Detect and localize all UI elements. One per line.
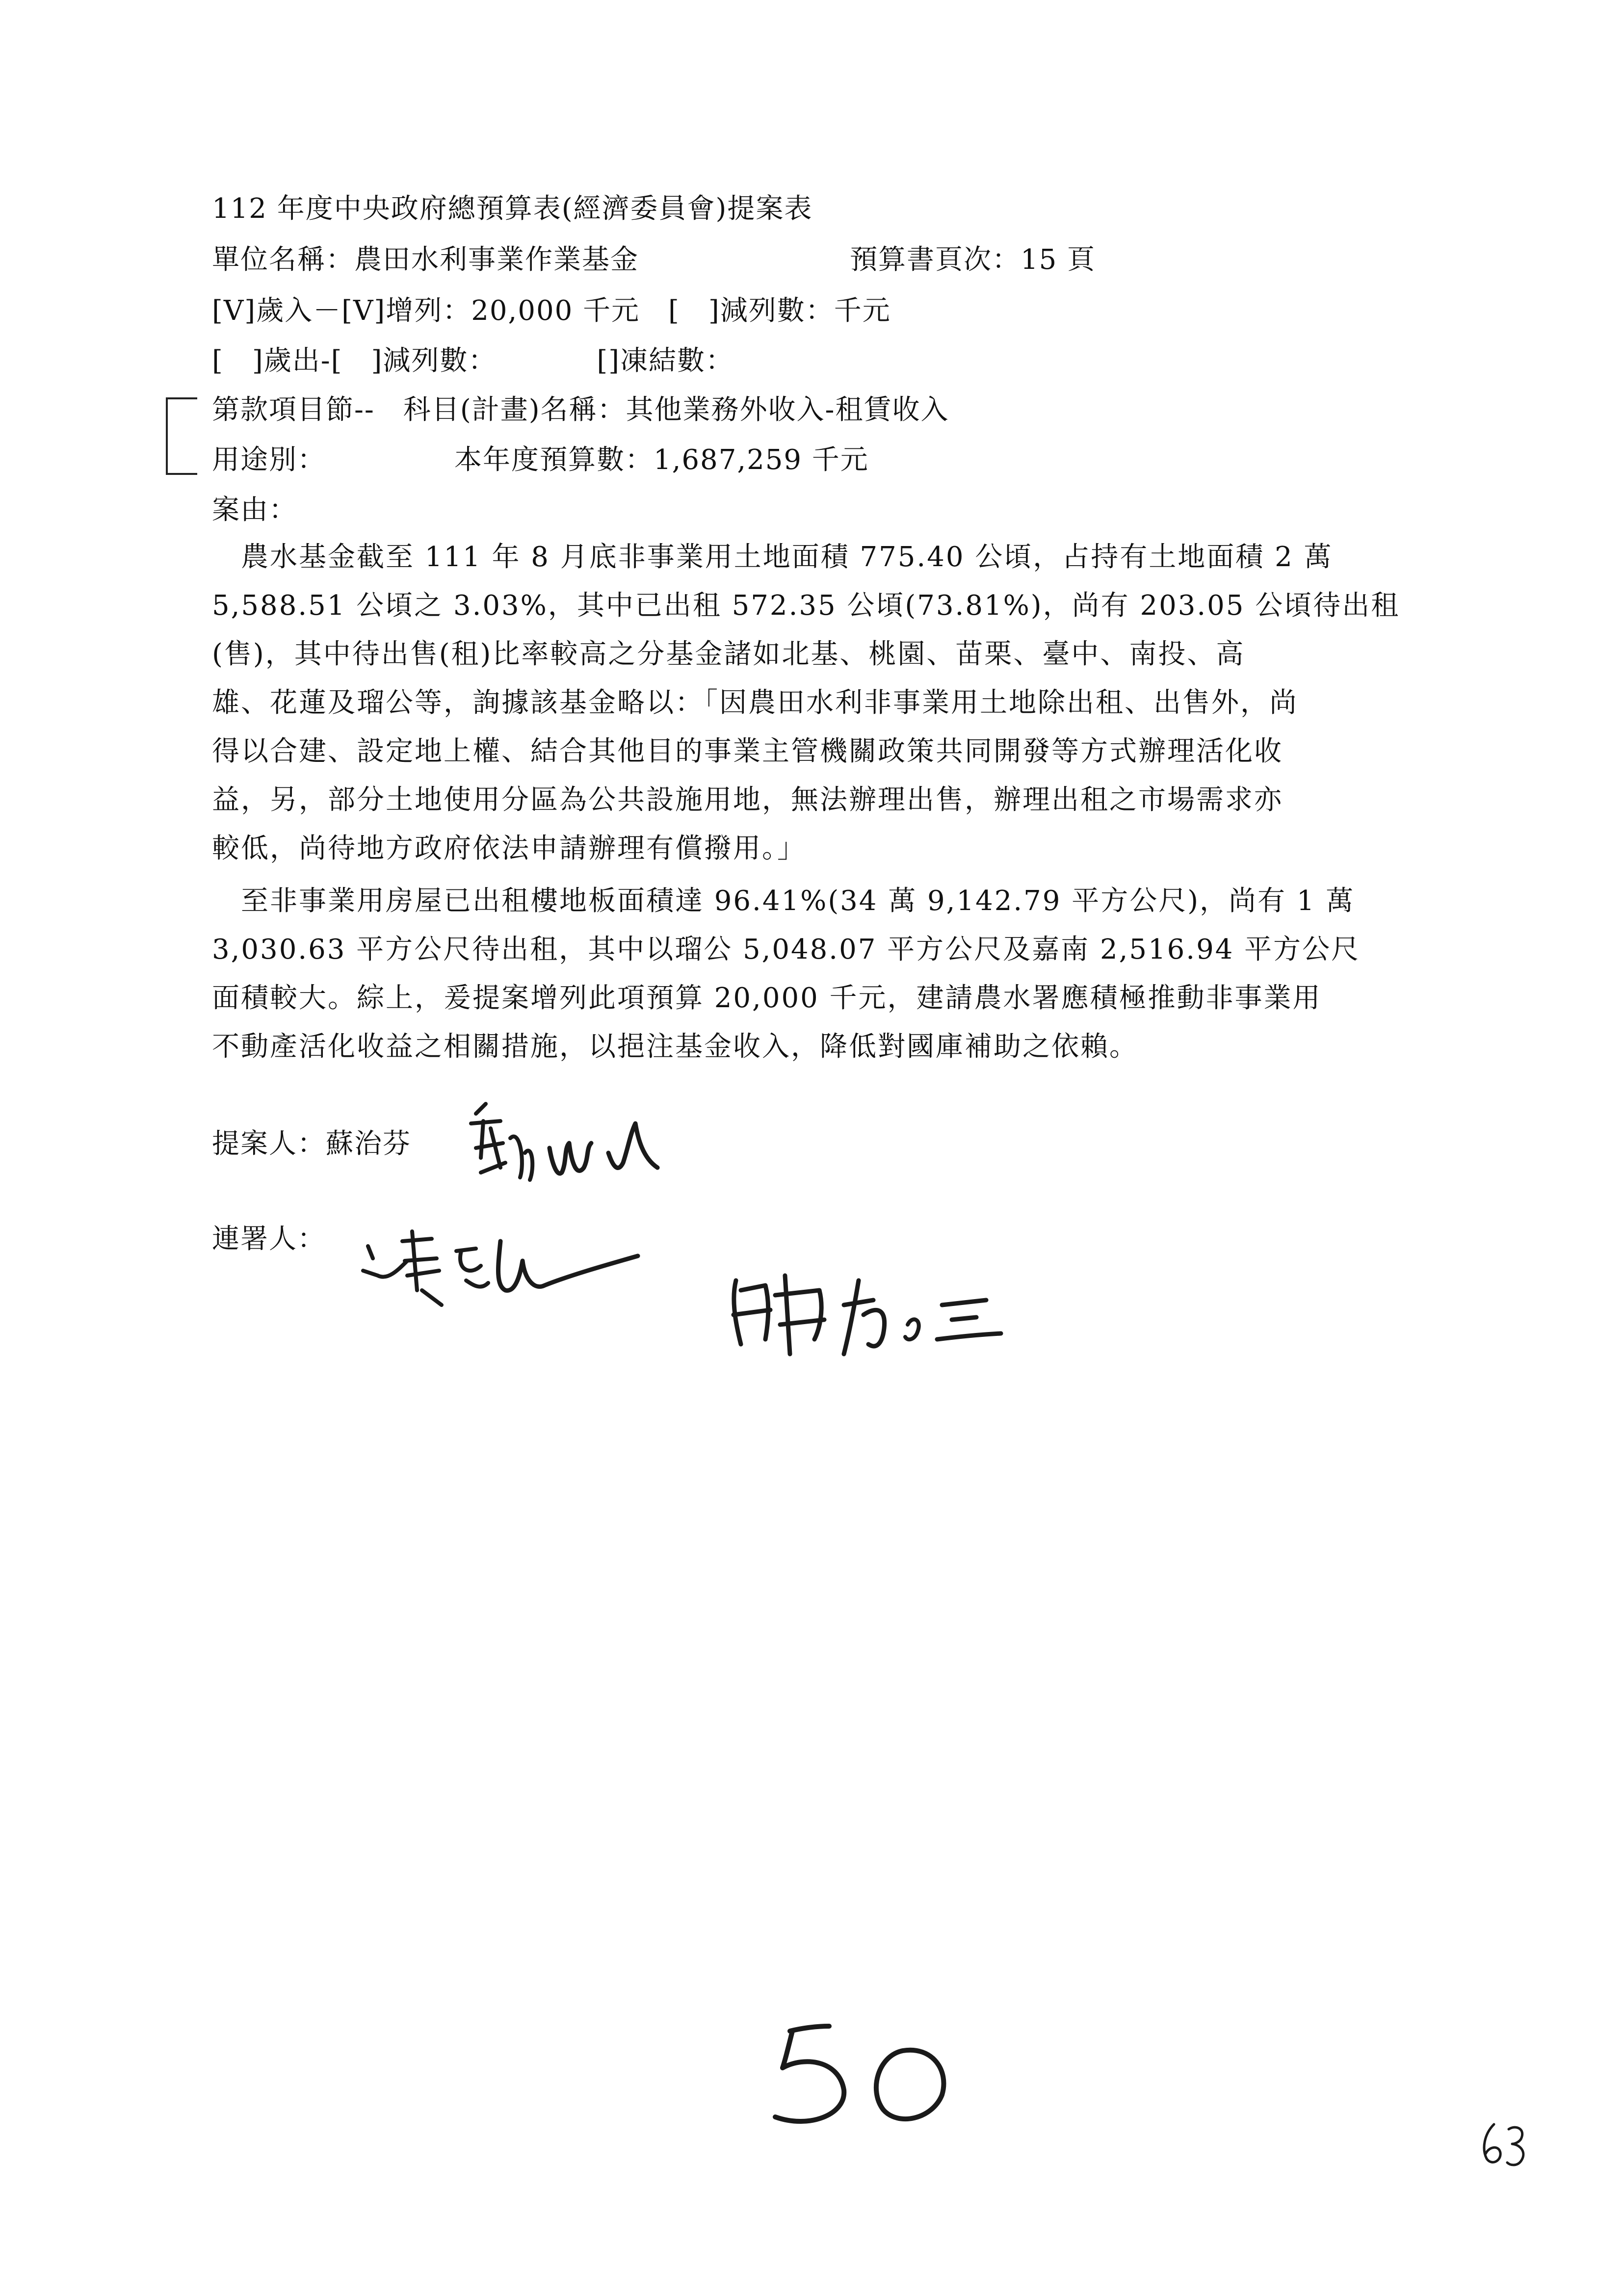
usage-line: 用途別： 本年度預算數：1,687,259 千元: [212, 444, 869, 476]
expense-line: [ ]歲出-[ ]減列數： []凍結數：: [212, 345, 734, 377]
reason-paragraph-1: 農水基金截至 111 年 8 月底非事業用土地面積 775.40 公頃，占持有土地面積 2 萬 5,588.51 公頃之 3.03%，其中已出租 572.35 公頃(73.81%)，尚有 203.05 公頃待出租 (售)，其中待出售(租)比率較高之分基金諸如北基、桃園、苗栗、臺中、南投、高 雄、花蓮及瑠公等，詢據該基金略以：「因農田水利非事業用土地除出租、出售外，尚 得以合建、設定地上權、結合其他目的事業主管機關政策共同開發等方式辦理活化收 益，另，部分土地使用分區為公共設施用地，無法辦理出售，辦理出租之市場需求亦 較低，尚待地方政府依法申請辦理有償撥用。」: [212, 541, 1400, 864]
proposer-signature: [466, 1094, 672, 1202]
proposer-label: 提案人：蘇治芬: [212, 1128, 411, 1160]
reason-label: 案由：: [212, 494, 297, 526]
center-handwritten-number: [756, 2007, 971, 2134]
document-title: 112 年度中央政府總預算表(經濟委員會)提案表: [212, 193, 813, 225]
item-line: 第款項目節-- 科目(計畫)名稱：其他業務外收入-租賃收入: [212, 394, 949, 426]
page-number-handwritten: [1472, 2114, 1536, 2173]
cosigner-signature-2: [721, 1246, 1074, 1369]
cosigner-label: 連署人：: [212, 1223, 326, 1255]
cosigner-signature-1: [358, 1212, 643, 1320]
budget-page-ref: 預算書頁次：15 頁: [850, 244, 1096, 276]
unit-name: 單位名稱：農田水利事業作業基金: [212, 244, 639, 276]
reason-paragraph-2: 至非事業用房屋已出租樓地板面積達 96.41%(34 萬 9,142.79 平方公尺)，尚有 1 萬 3,030.63 平方公尺待出租，其中以瑠公 5,048.07 平方公尺及嘉南 2,516.94 平方公尺 面積較大。綜上，爰提案增列此項預算 20,000 千元，建請農水署應積極推動非事業用 不動產活化收益之相關措施，以挹注基金收入，降低對國庫補助之依賴。: [212, 885, 1361, 1063]
item-bracket: [166, 397, 197, 475]
revenue-line: [V]歲入－[V]增列：20,000 千元 [ ]減列數：千元: [212, 295, 891, 327]
